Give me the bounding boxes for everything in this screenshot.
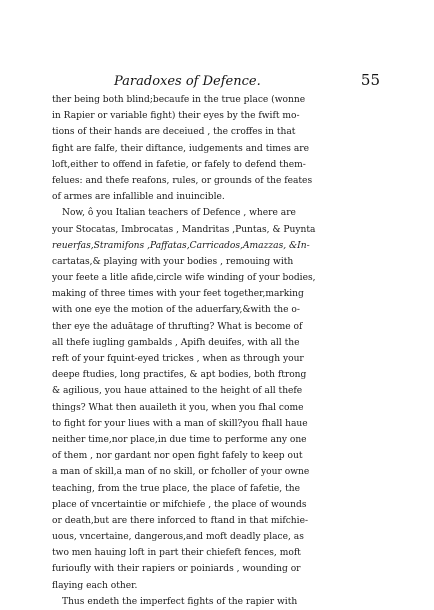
text-line: fight are falfe, their diftance, iudgements and times are [52,143,310,154]
text-line: felues: and thefe reafons, rules, or grounds of the feates [52,175,313,186]
text-line: reft of your fquint-eyed trickes , when as through your [52,354,304,364]
text-line: of them , nor gardant nor open fight fafely to keep out [52,451,303,462]
text-line: ther being both blind;becaufe in the true place (wonne [52,95,306,105]
text-line: or death,but are there inforced to ftand in that mifchie- [52,515,309,526]
text-line: reuerfas,Stramifons ,Paffatas,Carricados,Amazzas, &In- [52,240,310,251]
text-line: loft,either to offend in fafetie, or fafely to defend them- [52,159,306,170]
text-line: tions of their hands are deceiued , the croffes in that [52,127,296,138]
text-line: your feete a litle afide,circle wife winding of your bodies, [52,273,316,284]
running-title: Paradoxes of Defence. [114,74,261,89]
text-line: & agilious, you haue attained to the height of all thefe [52,386,303,397]
text-line: two men hauing loft in part their chiefeft fences, moft [52,548,301,559]
page-header [52,71,382,94]
text-line: neither time,nor place,in due time to performe any one [52,434,307,445]
text-line: with one eye the motion of the aduerfary,&with the o- [52,305,300,316]
text-line: uous, vncertaine, dangerous,and moft deadly place, as [52,532,304,543]
text-line: Thus endeth the imperfect fights of the rapier with [62,596,298,607]
text-line: deepe ftudies, long practifes, & apt bodies, both ftrong [52,370,307,381]
body-text [52,92,382,610]
text-line: teaching, from the true place, the place of fafetie, the [52,483,300,494]
text-line: making of three times with your feet together,marking [52,289,304,300]
text-line: things? What then auaileth it you, when you fhal come [52,402,304,413]
text-line: all thefe iugling gambalds , Apifh deuifes, with all the [52,337,300,348]
text-line: ther eye the aduātage of thrufting? What is become of [52,321,303,332]
page-number: 55 [360,71,380,89]
text-line: in Rapier or variable fight) their eyes by the fwift mo- [52,111,300,122]
text-line: a man of skill,a man of no skill, or fcholler of your owne [52,467,310,478]
text-line: furioufly with their rapiers or poiniards , wounding or [52,564,301,575]
text-line: to fight for your liues with a man of skill?you fhall haue [52,418,308,429]
text-line: Now, ô you Italian teachers of Defence , where are [62,208,296,219]
text-line: cartatas,& playing with your bodies , remouing with [52,256,294,267]
text-line: place of vncertaintie or mifchiefe , the place of wounds [52,499,307,510]
text-line: your Stocatas, Imbrocatas , Mandritas ,Puntas, & Puynta [52,224,316,235]
text-line: flaying each other. [52,580,138,591]
text-line: of armes are infallible and inuincible. [52,192,225,203]
